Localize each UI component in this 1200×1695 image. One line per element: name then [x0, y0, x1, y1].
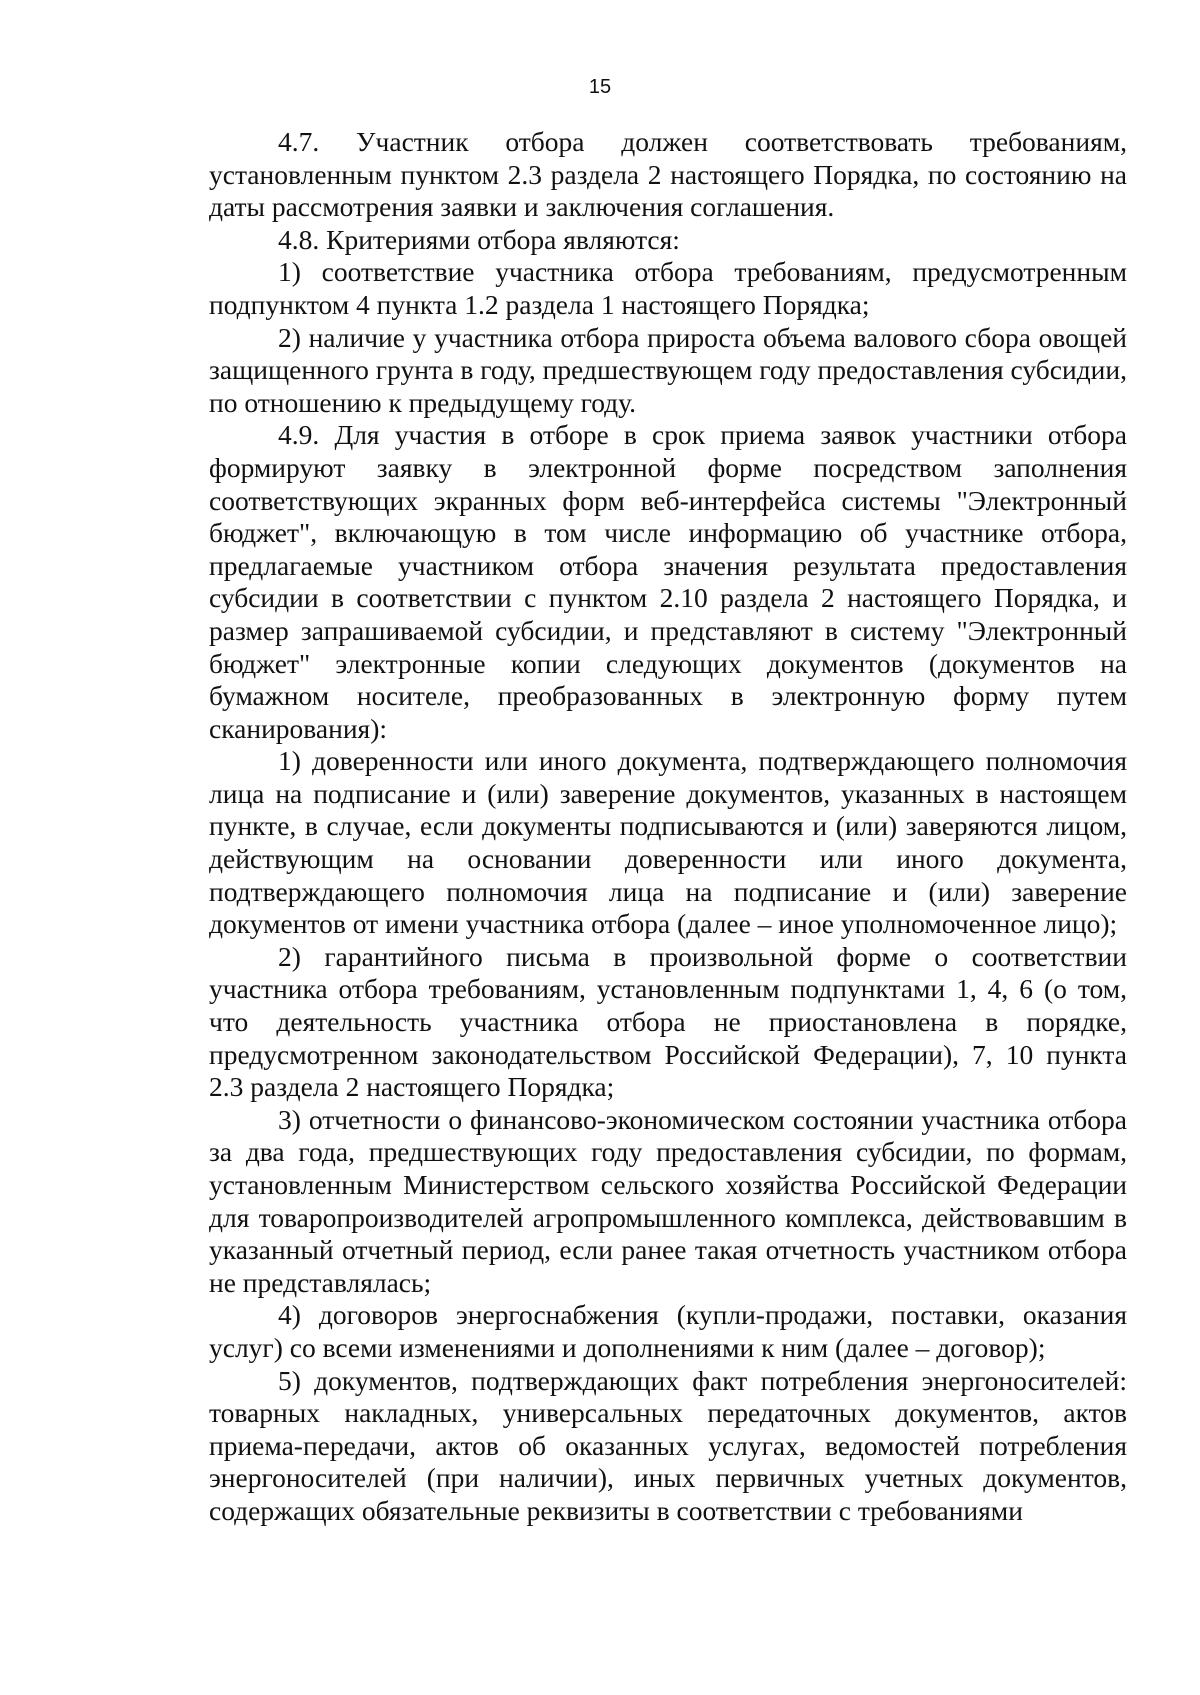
document-item-5: 5) документов, подтверждающих факт потребления энергоносителей: товарных накладных, универсальных передаточных документов, актов приема-передачи, актов об оказанных услугах, ведомостей потребления энергоносителей (при наличии), иных первичных учетных документов, содержащих обязательные реквизиты в соответствии с требованиями: [209, 1364, 1127, 1526]
criterion-item-2: 2) наличие у участника отбора прироста объема валового сбора овощей защищенного грунта в году, предшествующем году предоставления субсидии, по отношению к предыдущему году.: [209, 321, 1127, 418]
paragraph-4-7: 4.7. Участник отбора должен соответствовать требованиям, установленным пунктом 2.3 раздела 2 настоящего Порядка, по состоянию на даты рассмотрения заявки и заключения соглашения.: [209, 126, 1127, 223]
paragraph-4-8: 4.8. Критериями отбора являются:: [278, 223, 680, 255]
document-item-1: 1) доверенности или иного документа, подтверждающего полномочия лица на подписание и (или) заверение документов, указанных в настоящем пункте, в случае, если документы подписываются и (или) заверяются лицом, действующим на основании доверенности или иного документа, подтверждающего полномочия лица на подписание и (или) заверение документов от имени участника отбора (далее – иное уполномоченное лицо);: [209, 745, 1127, 940]
page-number: 15: [588, 76, 612, 98]
document-item-4: 4) договоров энергоснабжения (купли-продажи, поставки, оказания услуг) со всеми изменениями и дополнениями к ним (далее – договор);: [209, 1299, 1127, 1363]
document-item-2: 2) гарантийного письма в произвольной форме о соответствии участника отбора требованиям, установленным подпунктами 1, 4, 6 (о том, что деятельность участника отбора не приостановлена в порядке, предусмотренном законодательством Российской Федерации), 7, 10 пункта 2.3 раздела 2 настоящего Порядка;: [209, 940, 1127, 1103]
paragraph-4-9: 4.9. Для участия в отборе в срок приема заявок участники отбора формируют заявку в электронной форме посредством заполнения соответствующих экранных форм веб-интерфейса системы "Электронный бюджет", включающую в том числе информацию об участнике отбора, предлагаемые участником отбора значения результата предоставления субсидии в соответствии с пунктом 2.10 раздела 2 настоящего Порядка, и размер запрашиваемой субсидии, и представляют в систему "Электронный бюджет" электронные копии следующих документов (документов на бумажном носителе, преобразованных в электронную форму путем сканирования):: [209, 419, 1127, 744]
document-body: [209, 126, 1127, 1528]
criterion-item-1: 1) соответствие участника отбора требованиям, предусмотренным подпунктом 4 пункта 1.2 раздела 1 настоящего Порядка;: [209, 256, 1127, 320]
document-item-3: 3) отчетности о финансово-экономическом состоянии участника отбора за два года, предшествующих году предоставления субсидии, по формам, установленным Министерством сельского хозяйства Российской Федерации для товаропроизводителей агропромышленного комплекса, действовавшим в указанный отчетный период, если ранее такая отчетность участником отбора не представлялась;: [209, 1103, 1127, 1298]
